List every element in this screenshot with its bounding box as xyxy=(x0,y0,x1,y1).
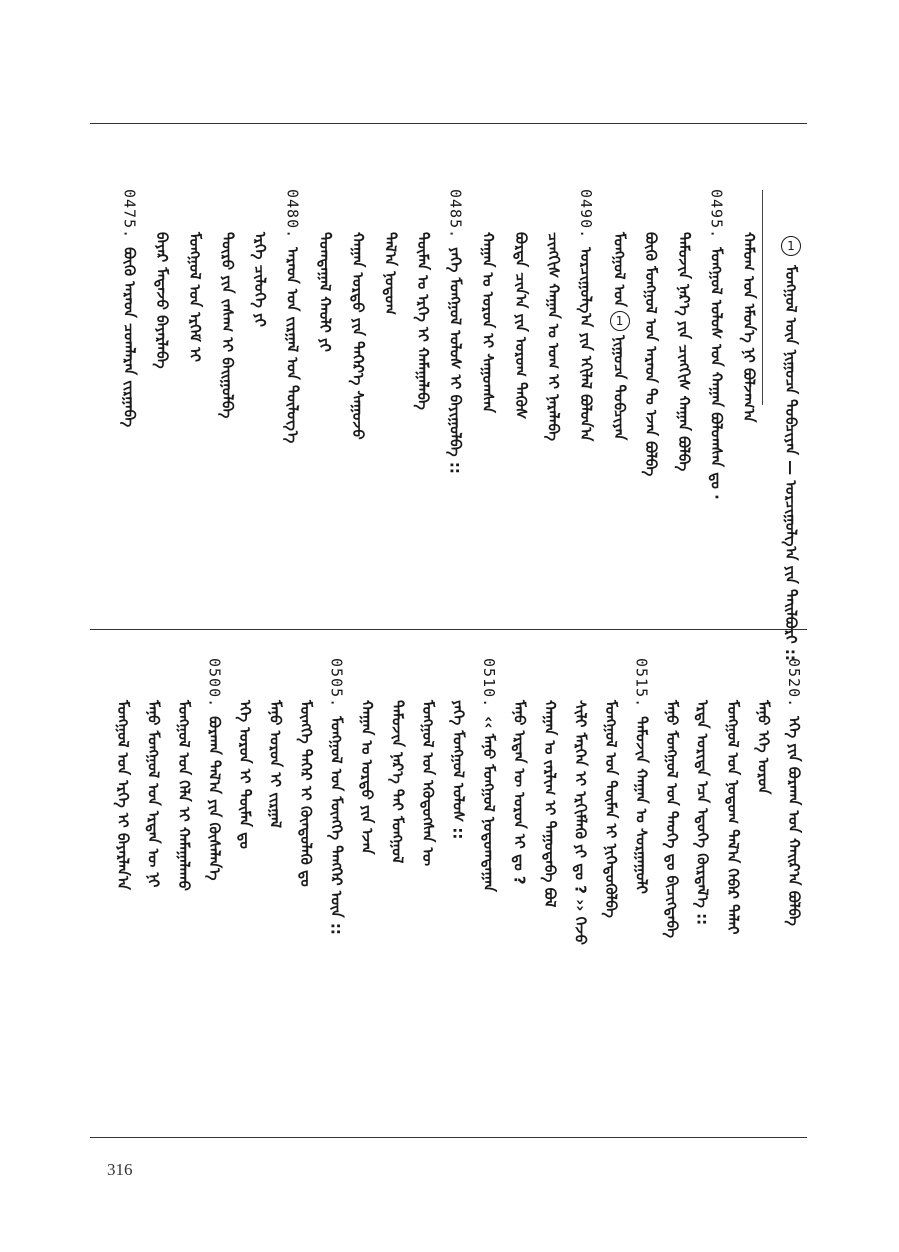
verse-text: ᠬᠠᠭᠠᠨ ᠣᠷᠳᠣ ᠶᠢᠨ ᠳᠡᠭᠡᠷ᠎ᠡ ᠰᠠᠭᠤᠵᠤ xyxy=(348,232,367,440)
footnote-marker: 1 xyxy=(781,236,801,256)
verse-line xyxy=(544,232,563,441)
verse-line xyxy=(328,658,347,935)
verse-text: ᠮᠣᠩᠭᠣᠯ ᠤᠨ ᠡᠷᠬᠡᠮ ᠢ xyxy=(185,232,204,362)
verse-line xyxy=(450,700,469,839)
verse-line xyxy=(297,700,316,887)
verse-text: ᠡᠷᠬᠡ ᠴᠢᠯᠥᠭᠡ ᠶᠢ xyxy=(251,232,269,327)
verse-line xyxy=(642,232,661,476)
verse-text: ᠲᠠᠯ᠎ᠠ ᠨᠤᠲᠤᠭ xyxy=(381,232,400,315)
verse-text: ᠮᠠᠨᠤ ᠮᠣᠩᠭᠣᠯ ᠤᠨ ᠡᠷᠲᠡᠨ ᠦ ᠨᠢ xyxy=(144,700,163,888)
verse-line xyxy=(724,700,743,934)
verse-text: ᠲᠥᠷᠥ ᠶᠢᠨ ᠵᠠᠰᠠᠭ ᠢ ᠪᠠᠢᠭᠤᠯᠪᠠ xyxy=(218,232,237,419)
verse-text: ᠲᠦᠮᠡᠨ ᠤ ᠡᠷᠬᠡ ᠢ ᠬᠠᠮᠠᠭᠠᠯᠠᠪᠠ xyxy=(414,232,432,410)
top-rule xyxy=(90,123,807,124)
verse-line xyxy=(419,700,438,866)
verse-text: ᠡᠬᠡ ᠶᠢᠨ ᠪᠤᠷᠬᠠᠨ ᠤᠨ ᠬᠠᠢᠷ᠎ᠠ ᠪᠣᠯᠪᠠ xyxy=(785,716,803,926)
verse-line xyxy=(602,700,621,918)
verse-text: ᠲᠣᠭᠲᠠᠭᠠᠯ ᠬᠠᠤᠯᠢ ᠶᠢ xyxy=(316,232,335,352)
verse-text: ᠪᠣᠷᠲᠡ ᠴᠢᠨ᠎ᠠ ᠶᠢᠨ ᠤᠷᠤᠭ ᠲᠡᠭᠦᠰ xyxy=(511,232,530,420)
verse-text: ᠮᠣᠩᠭᠣᠯ ᠤᠨ ᠨᠤᠲᠤᠭ ᠲᠠᠯ᠎ᠠ ᠬᠡᠪᠡᠷ ᠳᠠᠯᠠᠢ xyxy=(724,700,742,935)
line-number: 0500. xyxy=(205,658,224,709)
bottom-rule xyxy=(90,1137,807,1138)
verse-line xyxy=(414,232,433,410)
verse-line xyxy=(707,189,726,500)
line-number: 0495. xyxy=(707,189,726,240)
verse-text: ᠰᠢᠯᠢ ᠮᠡᠷᠭᠡᠨ ᠢ ᠡᠷᠬᠢᠮᠯᠡᠬᠦ ᠶᠢ ᠳᠤ ? ›› ᠭᠡᠵᠦ xyxy=(571,700,590,945)
verse-line xyxy=(358,700,377,854)
verse-text: ᠮᠠᠨᠤ ᠡᠬᠡ ᠣᠷᠤᠨ xyxy=(754,700,773,795)
verse-text: ᠮᠣᠩᠭᠣᠯ ᠤᠨ ᠲᠦᠮᠡᠨ ᠢ ᠨᠢᠭᠡᠳᠦᠭᠦᠯᠪᠡ xyxy=(602,700,620,918)
verse-line xyxy=(236,700,255,849)
verse-text: ᠶᠡᠬᠡ ᠮᠣᠩᠭᠣᠯ ᠤᠯᠤᠰ ᠢ ᠪᠠᠶᠢᠭᠤᠯᠪᠠ :: xyxy=(446,247,465,474)
verse-text: ᠴᠢᠩᠭᠢᠰ ᠬᠠᠭᠠᠨ ᠤ ᠤᠭ ᠢ ᠨᠡᠷᠡᠯᠡᠪᠡ xyxy=(544,232,563,441)
line-number: 0505. xyxy=(327,658,346,709)
verse-line xyxy=(186,232,205,362)
verse-line xyxy=(284,189,303,443)
verse-text: ᠮᠣᠩᠭᠣᠯ ᠤᠯᠤᠰ ᠤᠨ ᠬᠠᠭᠠᠨ ᠪᠣᠯᠤᠭᠰᠠᠨ ᠳᠤ · xyxy=(707,247,726,500)
verse-line xyxy=(610,232,630,440)
verse-text: ᠣᠷᠴᠢᠭᠤᠯᠭ᠎ᠠ ᠶᠢᠨ ᠡᠬᠢᠯᠡᠯ ᠪᠣᠯᠤᠨ᠎ᠠ xyxy=(577,247,595,442)
verse-line xyxy=(145,700,164,887)
line-number: 0475. xyxy=(120,189,139,240)
verse-text: ᠮᠥᠩᠬᠡ ᠲᠡᠭᠡᠷ ᠢ ᠬᠦᠨᠳᠦᠯᠡᠬᠦ ᠳᠤ xyxy=(297,700,315,887)
verse-line xyxy=(381,232,400,315)
verse-line xyxy=(675,232,694,471)
verse-text: ᠡᠷᠲᠡ ᠤᠷᠢᠳᠠ ᠡᠴᠡ ᠡᠳᠦᠭᠡ ᠬᠦᠷᠲᠡᠯ᠎ᠡ :: xyxy=(693,700,712,926)
footnote-text: ᠲᠣᠪᠴᠢᠶᠠᠨ — ᠣᠷᠴᠢᠭᠤᠯᠭ᠎ᠠ ᠶᠢᠨ ᠲᠠᠢᠯᠪᠤᠷᠢ :: xyxy=(782,399,800,661)
line-number: 0515. xyxy=(632,658,651,709)
verse-line xyxy=(694,700,713,925)
verse-line xyxy=(175,700,194,891)
verse-text: ᠠᠷᠠᠳ ᠤᠨ ᠵᠢᠷᠭᠠᠯ ᠤᠨ ᠲᠥᠯᠥᠭ᠎ᠡ xyxy=(283,247,302,444)
verse-text: ᠬᠠᠭᠠᠨ ᠤ ᠣᠷᠤᠨ ᠢ ᠰᠠᠭᠤᠭᠰᠠᠨ xyxy=(479,232,498,413)
footnote-separator xyxy=(762,190,763,405)
verse-text: ᠲᠡᠮᠦᠵᠢᠨ ᠬᠠᠭᠠᠨ ᠤ ᠰᠤᠷᠭᠠᠭᠤᠯᠢ xyxy=(632,716,651,894)
line-number: 0520. xyxy=(785,658,803,709)
verse-line xyxy=(251,232,270,327)
verse-line xyxy=(633,658,652,894)
verse-line xyxy=(114,700,133,890)
verse-line xyxy=(511,700,530,885)
verse-line xyxy=(349,232,368,440)
footnote-ref-marker: 1 xyxy=(610,311,630,331)
verse-text: ᠶᠡᠬᠡ ᠮᠣᠩᠭᠣᠯ ᠤᠯᠤᠰ :: xyxy=(449,700,468,840)
middle-rule xyxy=(90,629,807,630)
verse-text: ᠪᠦᠬᠦ ᠠᠷᠠᠳ ᠴᠤᠭᠯᠠᠷᠠᠨ ᠵᠢᠷᠭᠠᠪᠠ xyxy=(120,247,139,428)
verse-line xyxy=(663,700,682,938)
verse-text: ᠪᠠᠶᠠᠷ ᠮᠡᠳᠡᠵᠦ ᠪᠠᠶᠠᠷᠯᠠᠪᠠ xyxy=(153,232,172,369)
verse-line xyxy=(541,700,560,907)
verse-line xyxy=(218,232,237,418)
footnote-text: ᠮᠣᠩᠭᠣᠯ ᠦᠨ ᠨᠢᠭᠤᠴᠠ xyxy=(782,265,800,395)
verse-line xyxy=(512,232,531,419)
footnote xyxy=(781,232,801,661)
verse-line xyxy=(153,232,172,369)
verse-text: ‹‹ ᠮᠠᠨᠤ ᠮᠣᠩᠭᠣᠯ ᠨᠤᠲᠤᠭᠲᠠᠭᠠᠨ xyxy=(480,716,498,892)
verse-line xyxy=(206,658,225,881)
verse-line xyxy=(267,700,286,828)
verse-text: ᠮᠠᠨᠤ ᠮᠣᠩᠭᠣᠯ ᠤᠨ ᠲᠡᠦᠬᠡ ᠳᠤ ᠪᠢᠴᠢᠭᠳᠡᠪᠡ xyxy=(663,700,681,938)
verse-line xyxy=(755,700,774,794)
verse-line xyxy=(389,700,408,863)
verse-text: ᠮᠠᠨᠤ ᠡᠷᠲᠡᠨ ᠦ ᠣᠷᠤᠨ ᠢ ᠳᠤ ? xyxy=(510,700,529,885)
verse-text: ᠲᠡᠮᠦᠵᠢᠨ ᠨᠡᠷ᠎ᠡ ᠲᠡᠢ ᠮᠣᠩᠭᠣᠯ xyxy=(388,700,407,864)
verse-line xyxy=(577,189,596,441)
verse-text: ᠬᠠᠭᠠᠨ ᠤ ᠣᠷᠳᠣ ᠶᠢᠨ ᠡᠵᠡᠨ xyxy=(358,700,376,855)
verse-text: ᠬᠠᠭᠠᠨ ᠤ ᠵᠠᠷᠯᠢᠭ ᠢ ᠳᠠᠭᠤᠳᠠᠪᠠ ᠪᠣᠯ xyxy=(541,700,559,908)
verse-line xyxy=(740,232,759,422)
verse-text: ᠪᠤᠷᠬᠠᠨ ᠲᠠᠯ᠎ᠠ ᠶᠢᠨ ᠬᠦᠰᠡᠯᠡᠨ᠎ᠡ xyxy=(205,716,224,881)
verse-line xyxy=(479,232,498,413)
verse-text: ᠮᠣᠩᠭᠣᠯ ᠤᠨ ᠡᠷᠬᠡ ᠢ ᠪᠠᠶᠠᠷᠯᠠᠨ᠎ᠠ xyxy=(114,700,132,890)
verse-line xyxy=(572,700,591,945)
verse-line xyxy=(447,189,466,474)
line-number: 0480. xyxy=(283,189,302,240)
verse-line xyxy=(480,658,499,892)
verse-text: ᠮᠣᠩᠭᠣᠯ ᠤᠨ ᠮᠥᠩᠬᠡ ᠲᠡᠩᠭᠡᠷ ᠦᠨ :: xyxy=(327,716,346,935)
verse-text: ᠮᠣᠩᠭᠣᠯ ᠤᠨ xyxy=(610,232,629,308)
page-number: 316 xyxy=(107,1160,133,1179)
verse-text: ᠮᠣᠩᠭᠣᠯ ᠤᠨ ᠡᠭᠦᠳᠦᠭᠰᠡᠨ ᠦ xyxy=(419,700,437,867)
verse-text: ᠪᠦᠬᠦ ᠮᠣᠩᠭᠣᠯ ᠤᠨ ᠠᠷᠠᠳ ᠲᠤ ᠡᠵᠡᠨ ᠪᠣᠯᠪᠠ xyxy=(642,232,661,477)
verse-text: ᠬᠠᠮᠤᠭ ᠤᠨ ᠡᠮᠦᠨ᠎ᠡ ᠨᠢ ᠪᠣᠯᠵᠠᠭ᠎ᠠ xyxy=(740,232,758,423)
verse-text: ᠮᠣᠩᠭᠣᠯ ᠤᠨ ᠬᠡᠯᠡ ᠢ ᠬᠠᠮᠠᠭᠠᠯᠠᠬᠤ xyxy=(175,700,193,891)
line-number: 0485. xyxy=(446,189,465,240)
verse-line xyxy=(121,189,140,427)
verse-line xyxy=(316,232,335,352)
verse-line xyxy=(785,658,804,926)
line-number: 0490. xyxy=(577,189,595,240)
line-number: 0510. xyxy=(480,658,498,709)
verse-text: ᠲᠡᠮᠦᠵᠢᠨ ᠨᠡᠷ᠎ᠡ ᠶᠢᠨ ᠴᠢᠩᠭᠢᠰ ᠬᠠᠭᠠᠨ ᠪᠣᠯᠪᠠ xyxy=(674,232,693,472)
verse-text: ᠨᠢᠭᠤᠴᠠ ᠲᠣᠪᠴᠢᠶᠠᠨ xyxy=(610,335,629,441)
verse-text: ᠡᠬᠡ ᠣᠷᠤᠨ ᠢ ᠲᠦᠮᠡᠨ ᠳᠤ xyxy=(236,700,254,849)
verse-text: ᠮᠠᠨᠤ ᠣᠷᠤᠨ ᠢ ᠵᠢᠷᠭᠠᠯ xyxy=(266,700,285,829)
